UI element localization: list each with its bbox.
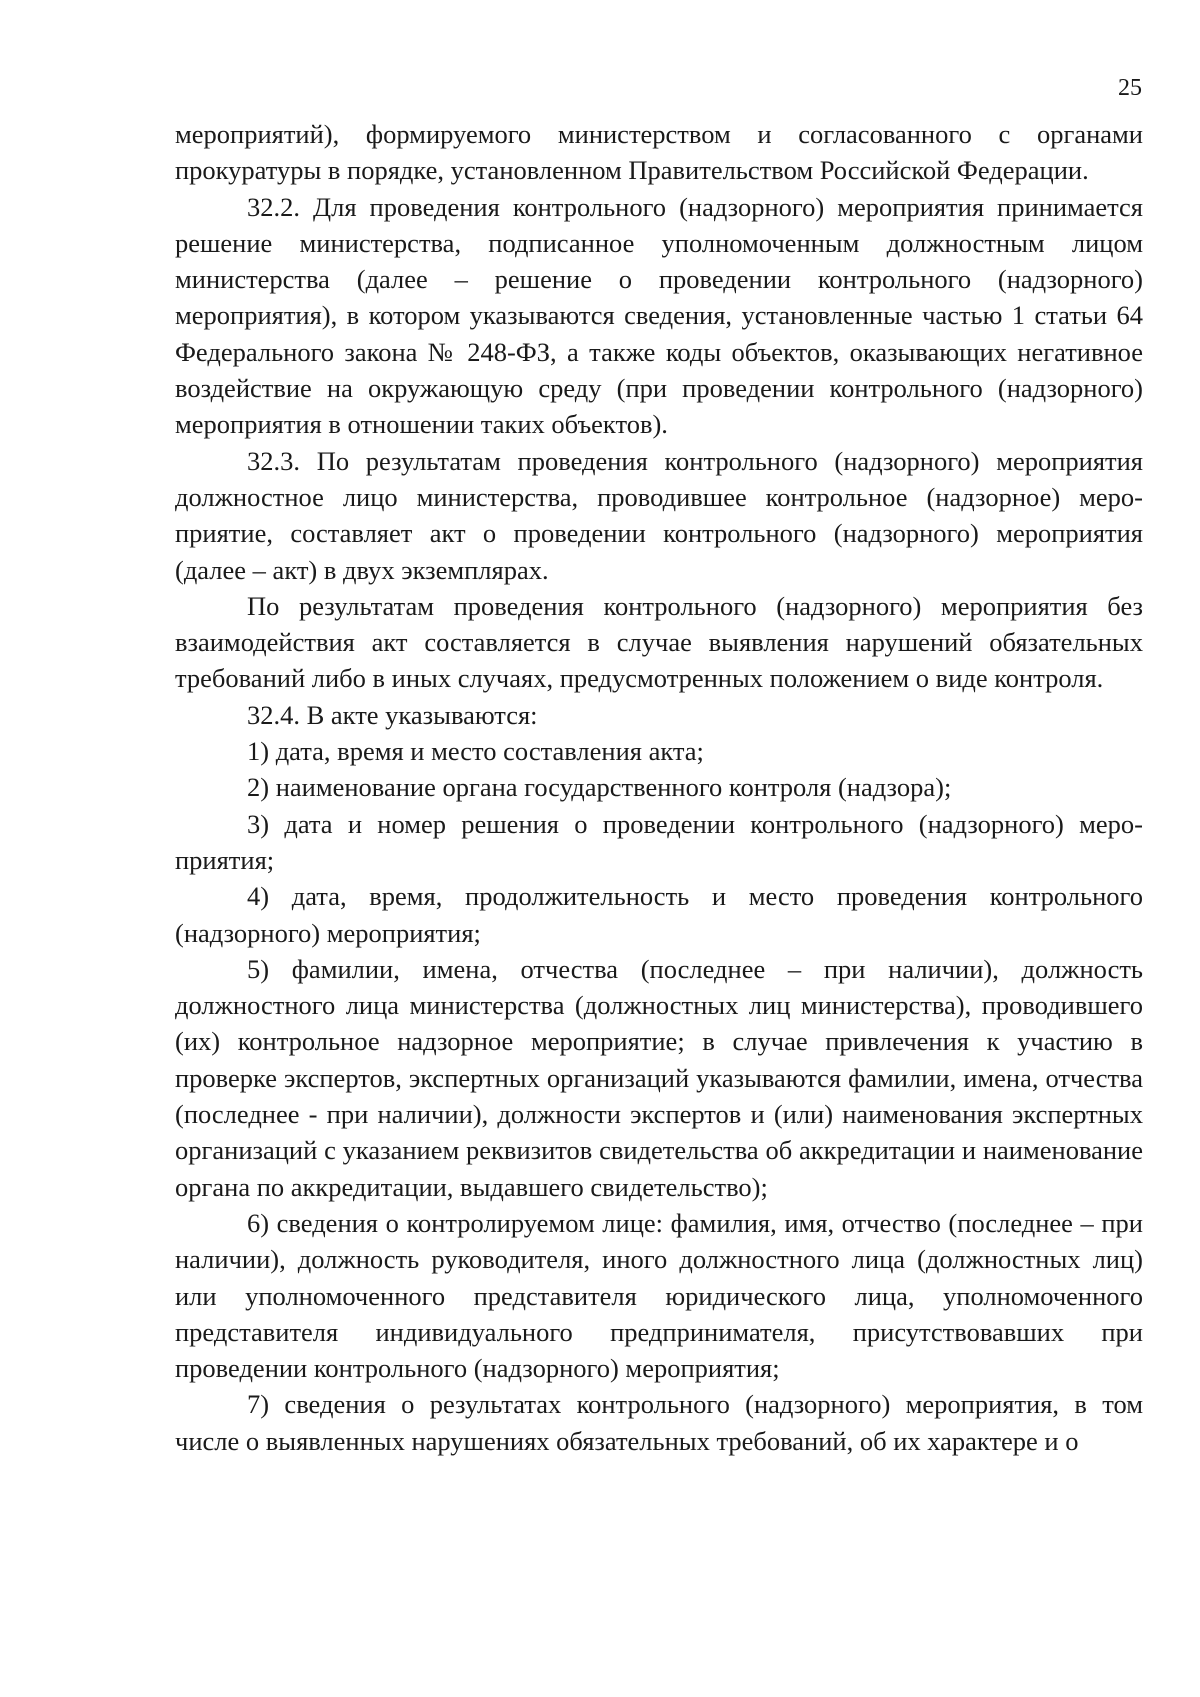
paragraph-32-3: 32.3. По результатам проведения контрольного (надзорного) мероприятия должностное лицо министерства, проводившее контрольное (надзорное) мероприятие, составляет акт о проведении контрольного (надзорного) мероприятия (далее – акт) в двух экземплярах. [175,445,1143,585]
list-item-7: 7) сведения о результатах контрольного (надзорного) мероприятия, в том числе о выявленных нарушениях обязательных требований, об их характере и о [175,1389,1143,1456]
list-item-4: 4) дата, время, продолжительность и место проведения контрольного (надзорного) мероприятия; [175,881,1143,948]
paragraph-act-without-interaction: По результатам проведения контрольного (надзорного) мероприятия без взаимодействия акт составляется в случае выявления нарушений обязательных требований либо в иных случаях, предусмотренных положением о виде контроля. [175,590,1143,694]
list-item-6: 6) сведения о контролируемом лице: фамилия, имя, отчество (последнее – при наличии), должность руководителя, иного должностного лица (должностных лиц) или уполномоченного представителя юридического лица, уполномоченного представителя индивидуального предпринимателя, присутствовавших при проведении контрольного (надзорного) мероприятия; [175,1207,1143,1384]
paragraph-32-2: 32.2. Для проведения контрольного (надзорного) мероприятия принимается решение министерства, подписанное уполномоченным должностным лицом министерства (далее – решение о проведении контрольного (надзорного) мероприятия), в котором указываются сведения, установленные частью 1 статьи 64 Федерального закона № 248-ФЗ, а также коды объектов, оказывающих негативное воздействие на окружающую среду (при проведении контрольного (надзорного) мероприятия в отношении таких объектов). [175,191,1143,440]
list-item-3: 3) дата и номер решения о проведении контрольного (надзорного) мероприятия; [175,808,1143,875]
list-item-1: 1) дата, время и место составления акта; [247,736,704,767]
paragraph-32-4: 32.4. В акте указываются: [247,699,538,730]
list-item-5: 5) фамилии, имена, отчества (последнее – при наличии), должность должностного лица министерства (должностных лиц министерства), проводившего (их) контрольное надзорное мероприятие; в случае привлечения к участию в проверке экспертов, экспертных организаций указываются фамилии, имена, отчества (последнее - при наличии), должности экспертов и (или) наименования экспертных организаций с указанием реквизитов свидетельства об аккредитации и наименование органа по аккредитации, выдавшего свидетельство); [175,953,1143,1202]
paragraph-continuation: мероприятий), формируемого министерством и согласованного с органами прокуратуры в порядке, установленном Правительством Российской Федерации. [175,119,1143,186]
list-item-2: 2) наименование органа государственного контроля (надзора); [247,772,952,803]
page-number: 25 [1118,75,1142,101]
document-body [175,116,1143,1459]
